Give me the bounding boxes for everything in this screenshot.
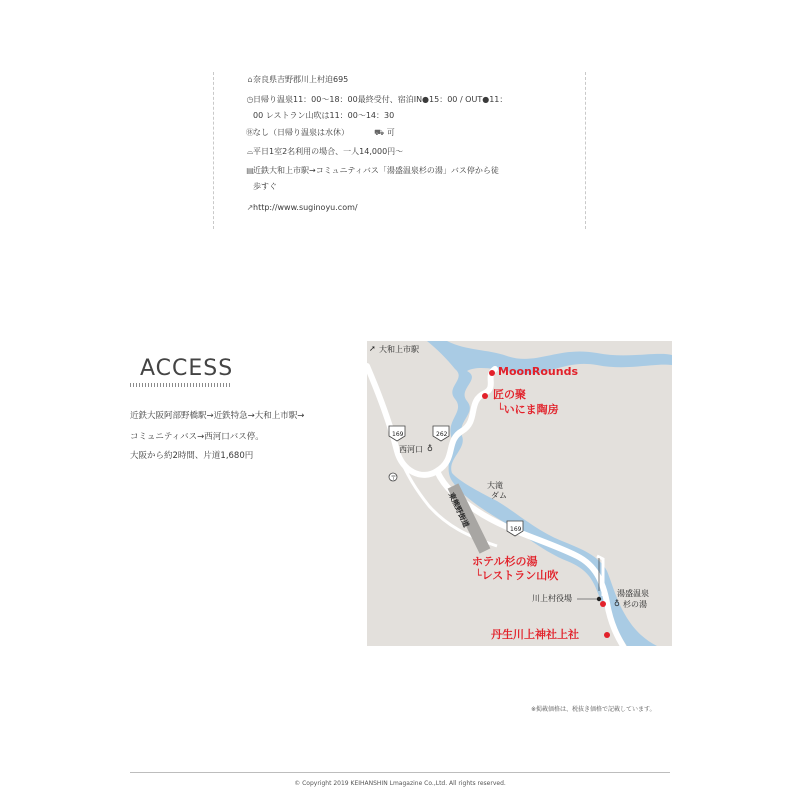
access-map [367,341,672,646]
transit-text-cont: 歩すぐ [253,182,277,191]
left-dashed-border [213,72,214,229]
access-heading-rule [130,383,230,387]
route-169-label-a: 169 [392,431,404,438]
hours-text: 日帰り温泉11：00〜18：00最終受付、宿泊IN●15：00 / OUT●11： [253,95,508,104]
access-heading: ACCESS [140,356,234,381]
transit-row [246,166,499,176]
clock-icon: ◷ [246,95,254,104]
bed-icon: ⌓ [246,147,254,156]
nishikawaguchi-label: 西河口 [399,445,423,454]
copyright: © Copyright 2019 KEIHANSHIN Lmagazine Co.,Ltd. All rights reserved. [294,780,506,787]
otaki-dam-label-1: 大滝 [487,481,503,490]
train-icon: ▤ [246,166,254,175]
bus-stop-icon-yusemori: ♁ [614,599,620,608]
footer-rule [130,772,670,773]
village-office-label: 川上村役場 [532,594,572,603]
takumi-label: 匠の聚 [493,388,526,401]
nyu-shrine-label: 丹生川上神社上社 [491,628,579,641]
moonrounds-label: MoonRounds [498,365,579,378]
yusemori-label-1: 湯盛温泉 [617,589,649,598]
station-arrow-icon: ➚ [369,344,376,353]
village-office-dot [597,597,601,601]
access-line-3: 大阪から約2時間、片道1,680円 [130,451,254,461]
shop-info-box [213,72,586,229]
home-icon: ⌂ [247,75,253,84]
bus-stop-icon: ♁ [427,444,433,453]
address-text: 奈良県吉野郡川上村迫695 [253,75,349,84]
parking-text: 可 [386,128,395,137]
hours-text-cont: 00 レストラン山吹は11：00〜14：30 [253,111,395,120]
hotel-pin [600,601,606,607]
access-line-1: 近鉄大阪阿部野橋駅→近鉄特急→大和上市駅→ [130,411,305,421]
price-note: ※掲載価格は、税抜き価格で記載しています。 [531,706,656,713]
external-link-icon: ↗ [246,203,254,212]
closed-text: なし（日帰り温泉は水休） [253,128,349,137]
transit-text: 近鉄大和上市駅→コミュニティバス「湯盛温泉杉の湯」バス停から徒 [253,166,499,175]
closed-row [246,128,395,138]
svg-text:〒: 〒 [390,475,397,482]
price-text: 平日1室2名利用の場合、一人14,000円〜 [253,147,404,156]
hours-row [246,95,508,105]
transit-row-cont [253,182,277,192]
closed-day-icon: ㊡ [246,128,254,137]
takumi-pin [482,393,488,399]
route-169-label-b: 169 [510,526,522,533]
hours-row-cont [253,111,394,121]
route-262-label: 262 [436,431,448,438]
restaurant-label: └レストラン山吹 [475,569,559,582]
parking-icon: ⛟ [374,128,385,137]
otaki-dam-label-2: ダム [491,491,507,500]
hotel-label: ホテル杉の湯 [472,555,538,568]
url-link[interactable]: http://www.suginoyu.com/ [253,203,358,212]
moonrounds-pin [489,370,495,376]
right-dashed-border [585,72,586,229]
price-row [246,147,404,157]
url-row [246,203,358,213]
yusemori-label-2: 杉の湯 [623,600,647,609]
address-row [247,75,349,85]
station-label: 大和上市駅 [379,345,419,354]
nyu-shrine-pin [604,632,610,638]
access-line-2: コミュニティバス→西河口バス停。 [130,432,264,442]
higashikumano-label: 東熊野街道 [446,491,471,529]
inikoma-label: └いにま陶房 [497,403,559,416]
